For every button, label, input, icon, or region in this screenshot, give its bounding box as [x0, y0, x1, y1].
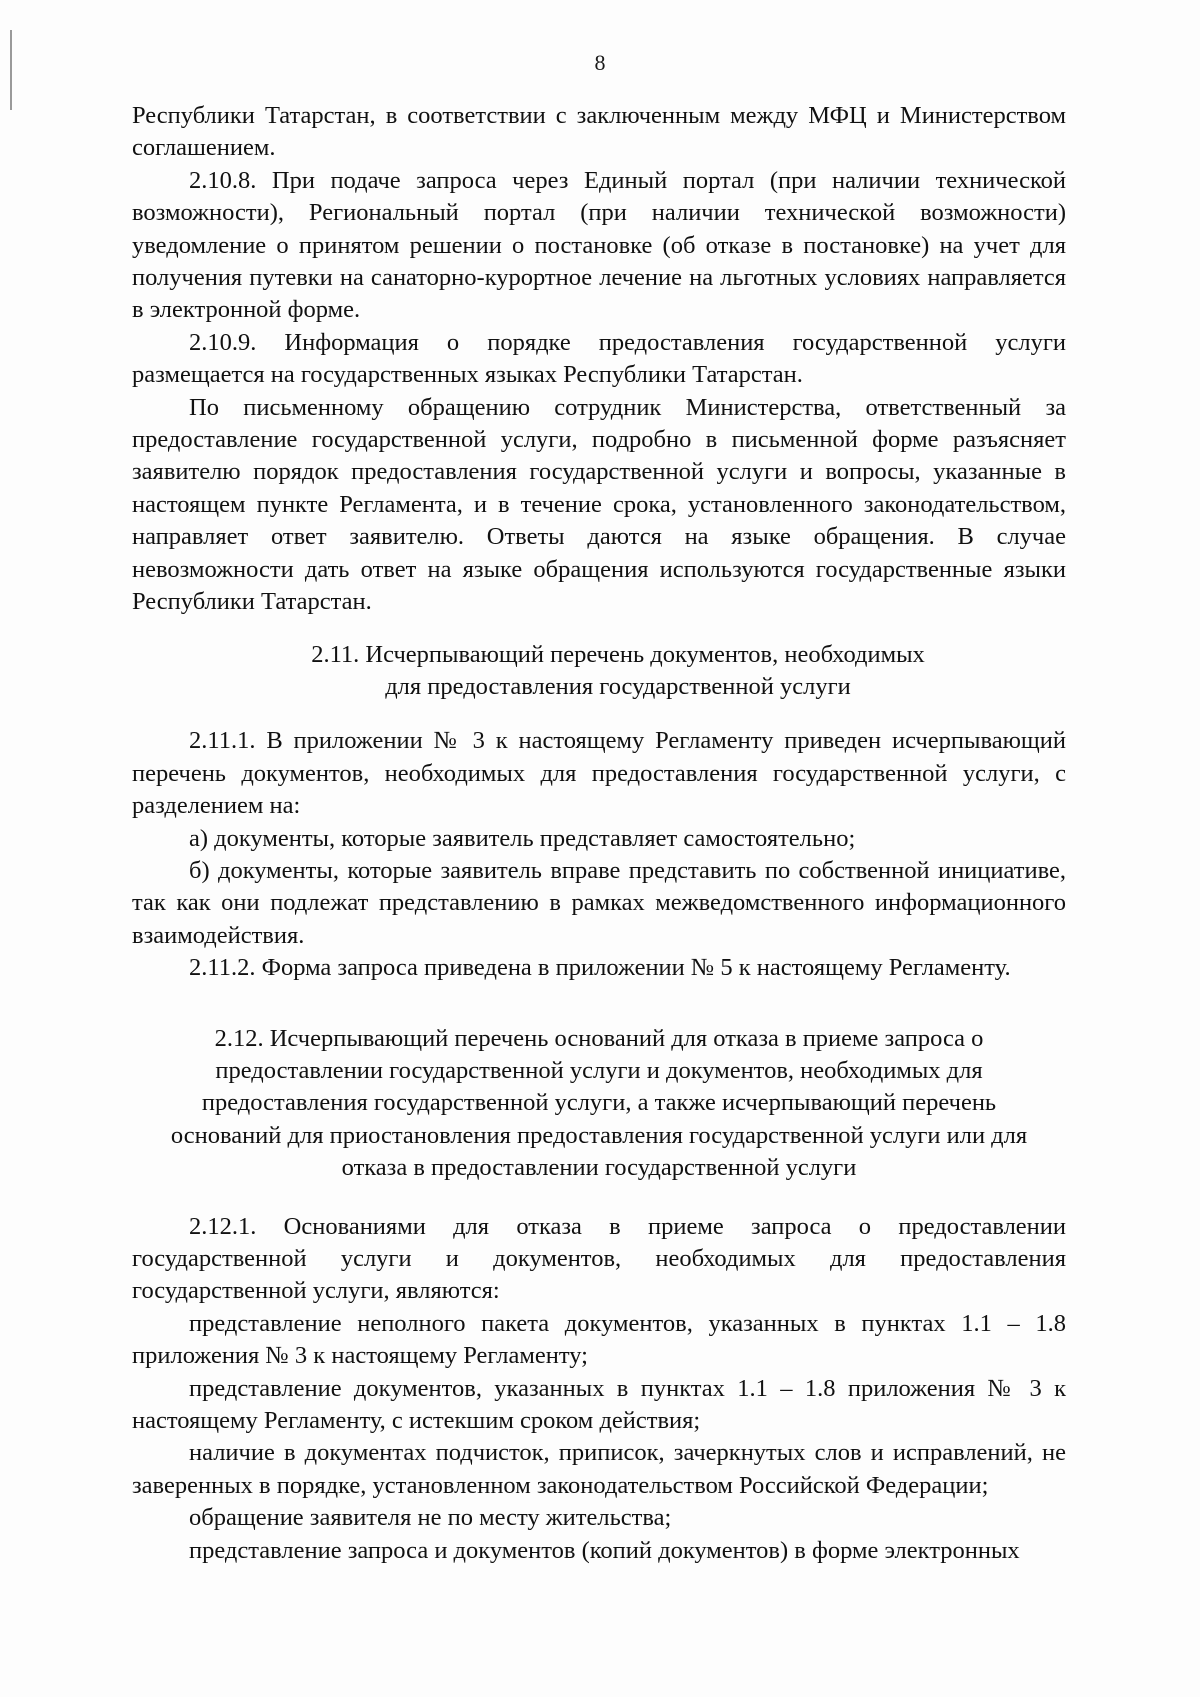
paragraph-2-11-1: 2.11.1. В приложении № 3 к настоящему Регламенту приведен исчерпывающий перечень документов, необходимых для предоставления государственной услуги, с разделением на: — [132, 727, 1066, 820]
heading-line: предоставлении государственной услуги и документов, необходимых для — [215, 1056, 983, 1084]
page-number: 8 — [594, 50, 606, 75]
heading-line: для предоставления государственной услуги — [385, 672, 851, 700]
heading-line: оснований для приостановления предоставления государственной услуги или для — [170, 1121, 1028, 1149]
paragraph-2-10-9: 2.10.9. Информация о порядке предоставления государственной услуги размещается на государственных языках Республики Татарстан. — [132, 328, 1066, 389]
section-heading-2-12 — [132, 1023, 1066, 1185]
paragraph-continuation: Республики Татарстан, в соответствии с заключенным между МФЦ и Министерством соглашением. — [132, 102, 1066, 162]
heading-line: 2.11. Исчерпывающий перечень документов, необходимых — [311, 640, 925, 668]
section-heading-2-11 — [132, 639, 1066, 704]
refusal-reason: представление неполного пакета документов, указанных в пунктах 1.1 – 1.8 приложения № 3 к настоящему Регламенту; — [132, 1309, 1066, 1370]
heading-line: предоставления государственной услуги, а также исчерпывающий перечень — [201, 1089, 997, 1117]
refusal-reason: представление запроса и документов (копий документов) в форме электронных — [189, 1536, 1020, 1564]
heading-line: 2.12. Исчерпывающий перечень оснований для отказа в приеме запроса о — [214, 1024, 984, 1052]
paragraph-2-11-2: 2.11.2. Форма запроса приведена в приложении № 5 к настоящему Регламенту. — [189, 954, 1011, 982]
heading-line: отказа в предоставлении государственной услуги — [341, 1154, 857, 1182]
paragraph-2-12-1: 2.12.1. Основаниями для отказа в приеме запроса о предоставлении государственной услуги и документов, необходимых для предоставления государственной услуги, являются: — [132, 1212, 1066, 1305]
paragraph-written-request: По письменному обращению сотрудник Министерства, ответственный за предоставление государственной услуги, подробно в письменной форме разъясняет заявителю порядок предоставления государственной услуги и вопросы, указанные в настоящем пункте Регламента, и в течение срока, установленного законодательством, направляет ответ заявителю. Ответы даются на языке обращения. В случае невозможности дать ответ на языке обращения используются государственные языки Республики Татарстан. — [132, 393, 1066, 616]
refusal-reason: наличие в документах подчисток, приписок, зачеркнутых слов и исправлений, не заверенных в порядке, установленном законодательством Российской Федерации; — [132, 1439, 1066, 1499]
list-item-b: б) документы, которые заявитель вправе представить по собственной инициативе, так как они подлежат представлению в рамках межведомственного информационного взаимодействия. — [132, 856, 1066, 949]
refusal-reason: представление документов, указанных в пунктах 1.1 – 1.8 приложения № 3 к настоящему Регламенту, с истекшим сроком действия; — [132, 1374, 1066, 1435]
refusal-reason: обращение заявителя не по месту жительства; — [189, 1504, 672, 1532]
list-item-a: а) документы, которые заявитель представляет самостоятельно; — [189, 824, 856, 852]
document-body — [132, 100, 1066, 1567]
paragraph-2-10-8: 2.10.8. При подаче запроса через Единый портал (при наличии технической возможности), Региональный портал (при наличии технической возможности) уведомление о принятом решении о постановке (об отказе в постановке) на учет для получения путевки на санаторно-курортное лечение на льготных условиях направляется в электронной форме. — [132, 166, 1066, 324]
